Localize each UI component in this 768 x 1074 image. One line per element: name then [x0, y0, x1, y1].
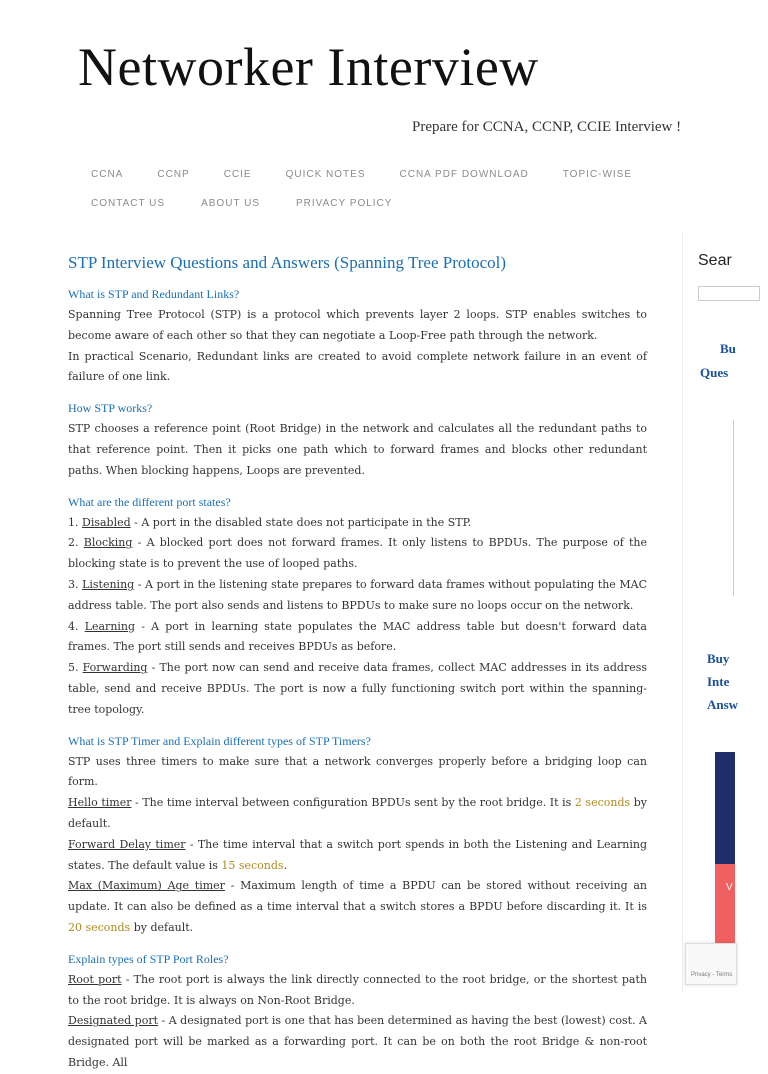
- timer-tail: by default.: [68, 796, 647, 830]
- role-term: Root port: [68, 972, 122, 986]
- nav-row-secondary: [91, 198, 428, 209]
- paragraph: STP chooses a reference point (Root Bridge) in the network and calculates all the redundant paths to that reference point. Then it picks one path which to forward frames and blocks other redundant paths. When blocking happens, Loops are prevented.: [68, 422, 647, 477]
- port-state-item: [68, 617, 647, 659]
- timer-term: Max (Maximum) Age timer: [68, 879, 225, 893]
- nav-item-quick-notes[interactable]: QUICK NOTES: [285, 169, 366, 180]
- timer-value: 2 seconds: [574, 796, 631, 810]
- timer-desc: - The time interval between configuration BPDUs sent by the root bridge. It is: [131, 796, 575, 810]
- timer-desc: - Maximum length of time a BPDU can be stored without receiving an update. It can also be defined as a time interval that a switch stores a BPDU before discarding it. It is: [68, 879, 648, 914]
- sidebar-banner-text: V: [726, 882, 733, 893]
- state-desc: - A blocked port does not forward frames. It only listens to BPDUs. The purpose of the blocking state is to prevent the use of looped paths.: [68, 536, 648, 571]
- state-number: 3.: [68, 577, 79, 591]
- paragraph: Spanning Tree Protocol (STP) is a protocol which prevents layer 2 loops. STP enables switches to become aware of each other so that they can negotiate a Loop-Free path through the network.: [68, 308, 647, 342]
- timer-tail: .: [283, 858, 288, 872]
- state-number: 2.: [68, 536, 79, 550]
- nav-item-ccna[interactable]: CCNA: [91, 169, 124, 180]
- timer-term: Hello timer: [68, 796, 132, 810]
- sidebar-link-buy-interview-line3[interactable]: Answ: [707, 697, 739, 712]
- state-term: Learning: [84, 619, 136, 633]
- state-term: Listening: [82, 577, 135, 591]
- state-desc: - The port now can send and receive data frames, collect MAC addresses in its address table, send and receive BPDUs. The port is now a fully functioning switch port within the spanning-tree topology.: [68, 661, 648, 716]
- port-state-item: [68, 513, 647, 534]
- port-state-item: [68, 658, 647, 720]
- port-role-item: [68, 1011, 647, 1073]
- nav-item-ccna-pdf-download[interactable]: CCNA PDF DOWNLOAD: [399, 169, 529, 180]
- state-desc: - A port in the disabled state does not participate in the STP.: [130, 515, 472, 529]
- state-desc: - A port in learning state populates the MAC address table but doesn't forward data frames. The port still sends and receives BPDUs as before.: [68, 619, 647, 654]
- sidebar-banner-blue[interactable]: [715, 752, 735, 864]
- sidebar: [682, 232, 768, 992]
- role-desc: - A designated port is one that has been determined as having the best (lowest) cost. A designated port will be marked as a forwarding port. It can be on both the root Bridge & non-root Bridge. All: [68, 1014, 647, 1069]
- state-number: 5.: [68, 661, 79, 675]
- question-heading: What is STP and Redundant Links?: [68, 287, 240, 301]
- nav-item-ccnp[interactable]: CCNP: [157, 169, 190, 180]
- port-role-item: [68, 970, 647, 1012]
- sidebar-link-buy-questions[interactable]: Bu: [720, 341, 736, 356]
- sidebar-divider: [733, 420, 734, 596]
- recaptcha-text: Privacy - Terms: [691, 972, 733, 978]
- role-desc: - The root port is always the link directly connected to the root bridge, or the shortest path to the root bridge. It is always on Non-Root Bridge.: [68, 972, 647, 1007]
- article: [68, 253, 647, 1074]
- nav-item-ccie[interactable]: CCIE: [223, 169, 252, 180]
- state-term: Forwarding: [82, 661, 148, 675]
- timer-desc: - The time interval that a switch port spends in both the Listening and Learning states. The default value is: [68, 837, 648, 872]
- port-state-item: [68, 533, 647, 575]
- question-heading: How STP works?: [68, 401, 153, 416]
- timer-value: 15 seconds: [221, 858, 284, 872]
- timer-value: 20 seconds: [68, 920, 131, 934]
- timer-term: Forward Delay timer: [68, 837, 186, 851]
- paragraph: STP uses three timers to make sure that a network converges properly before a bridging loop can form.: [68, 754, 647, 789]
- site-tagline: Prepare for CCNA, CCNP, CCIE Interview !: [412, 119, 682, 135]
- sidebar-link-buy-questions-line2[interactable]: Ques: [700, 365, 729, 380]
- recaptcha-badge[interactable]: [685, 943, 737, 985]
- question-heading: Explain types of STP Port Roles?: [68, 951, 229, 966]
- site-title[interactable]: Networker Interview: [78, 37, 539, 97]
- sidebar-link-buy-interview[interactable]: Buy: [707, 651, 730, 666]
- timer-item: [68, 876, 647, 938]
- nav-item-topic-wise[interactable]: TOPIC-WISE: [562, 169, 632, 180]
- question-heading: What are the different port states?: [68, 494, 231, 509]
- state-number: 4.: [68, 619, 79, 633]
- port-state-item: [68, 575, 647, 617]
- sidebar-search-input[interactable]: [698, 286, 760, 301]
- nav-item-contact-us[interactable]: CONTACT US: [91, 198, 166, 209]
- timer-item: [68, 793, 647, 835]
- sidebar-banner-red[interactable]: [715, 864, 735, 944]
- paragraph: In practical Scenario, Redundant links are created to avoid complete network failure in an event of failure of one link.: [68, 349, 647, 384]
- nav-item-about-us[interactable]: ABOUT US: [201, 198, 261, 209]
- state-term: Disabled: [82, 515, 131, 529]
- nav-row-primary: [91, 169, 666, 180]
- nav-item-privacy-policy[interactable]: PRIVACY POLICY: [296, 198, 393, 209]
- state-desc: - A port in the listening state prepares to forward data frames without populating the MAC address table. The port also sends and listens to BPDUs to make sure no loops occur on the network.: [68, 577, 647, 612]
- role-term: Designated port: [68, 1014, 158, 1028]
- sidebar-search-label: Sear: [698, 252, 732, 269]
- question-heading: What is STP Timer and Explain different types of STP Timers?: [68, 733, 371, 748]
- timer-item: [68, 835, 647, 877]
- post-title[interactable]: STP Interview Questions and Answers (Spanning Tree Protocol): [68, 253, 507, 272]
- sidebar-link-buy-interview-line2[interactable]: Inte: [707, 674, 730, 689]
- state-number: 1.: [68, 515, 79, 529]
- timer-tail: by default.: [130, 920, 194, 934]
- state-term: Blocking: [83, 536, 133, 550]
